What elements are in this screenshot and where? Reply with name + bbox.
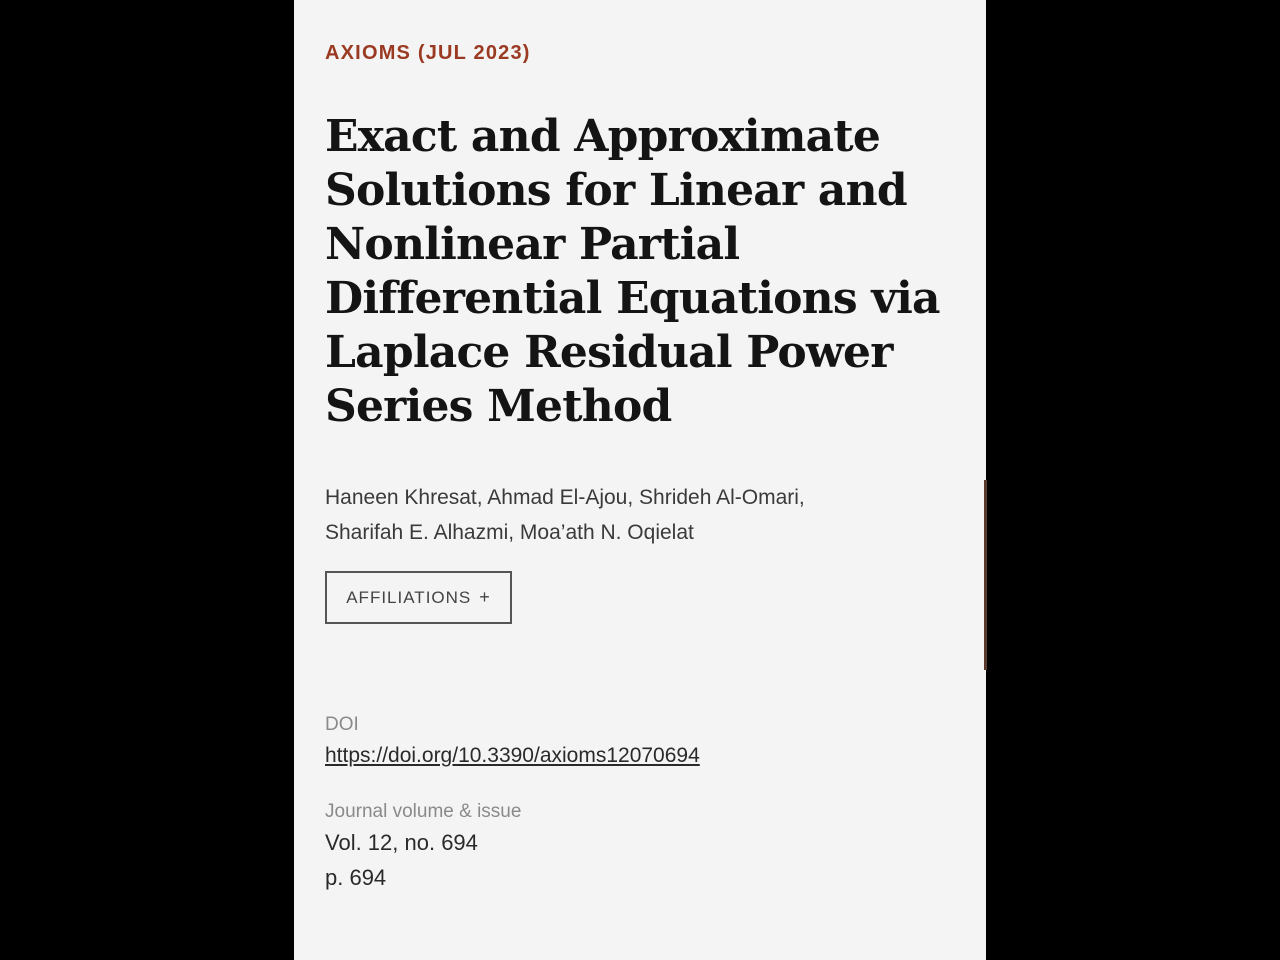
authors-list <box>325 480 925 550</box>
pages-value: p. 694 <box>325 865 387 890</box>
affiliations-button[interactable] <box>325 571 512 624</box>
edge-divider <box>984 480 987 670</box>
volume-value: Vol. 12, no. 694 <box>325 830 478 855</box>
authors-line-2: Sharifah E. Alhazmi, Moa’ath N. Oqielat <box>325 521 694 544</box>
volume-label: Journal volume & issue <box>325 801 522 822</box>
doi-link[interactable]: https://doi.org/10.3390/axioms12070694 <box>325 744 700 767</box>
article-card <box>294 0 986 960</box>
article-title: Exact and Approximate Solutions for Linear and Nonlinear Partial Differential Equations via Laplace Residual Power Series Method <box>325 111 940 432</box>
authors-line-1: Haneen Khresat, Ahmad El-Ajou, Shrideh Al-Omari, <box>325 486 805 509</box>
doi-label: DOI <box>325 714 359 735</box>
journal-label: AXIOMS (JUL 2023) <box>325 42 531 64</box>
affiliations-label: AFFILIATIONS <box>346 587 472 607</box>
plus-icon: + <box>479 587 491 607</box>
